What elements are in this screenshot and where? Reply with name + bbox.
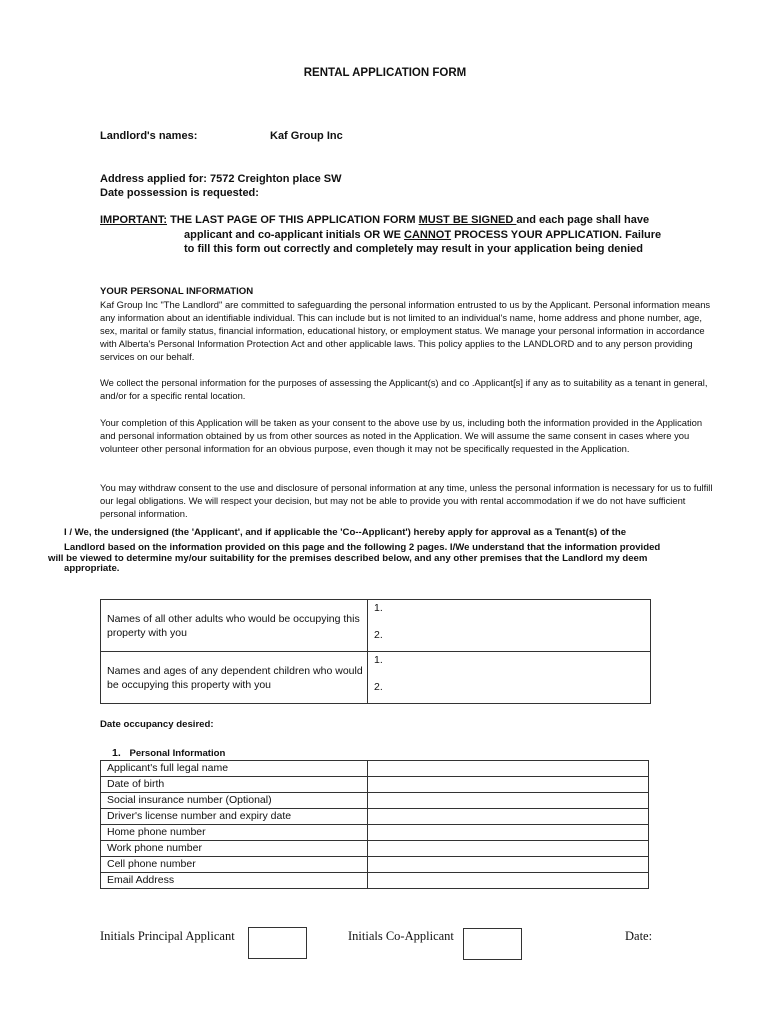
important-line-1: [100, 214, 649, 226]
cannot-text: CANNOT: [404, 229, 452, 241]
personal-field-value[interactable]: [368, 761, 649, 777]
form-title: RENTAL APPLICATION FORM: [303, 67, 467, 79]
table-row: [101, 809, 649, 825]
initials-co-box[interactable]: [463, 928, 522, 960]
important-line-2: [184, 229, 661, 241]
table-row: [101, 652, 651, 704]
personal-info-table: [100, 760, 649, 889]
section-1-number: 1.: [112, 747, 121, 759]
important-text-e: PROCESS YOUR APPLICATION. Failure: [451, 229, 662, 241]
privacy-paragraph-1: Kaf Group Inc "The Landlord" are committed to safeguarding the personal information entrusted to us by the Applicant. Personal information means any information about an identifiable individual. This can include but is not limited to an individual's name, home address and phone number, age, sex, marital or family status, financial information, educational history, or employment status. We manage your personal information in accordance with Alberta's Personal Information Protection Act and other applicable laws. This policy applies to the LANDLORD and to any person providing services on our behalf.: [100, 299, 711, 362]
address-value: 7572 Creighton place SW: [210, 173, 342, 185]
personal-field-label: Email Address: [101, 873, 368, 889]
personal-field-value[interactable]: [368, 777, 649, 793]
personal-field-value[interactable]: [368, 825, 649, 841]
address-line: [100, 173, 341, 185]
occupants-table: [100, 599, 651, 704]
table-row: [101, 761, 649, 777]
important-line-3: to fill this form out correctly and completely may result in your application being denied: [184, 243, 644, 255]
important-text-c: and each page shall have: [516, 214, 650, 226]
table-row: [101, 857, 649, 873]
declaration-line-4: appropriate.: [64, 563, 120, 574]
personal-field-value[interactable]: [368, 841, 649, 857]
initials-principal-box[interactable]: [248, 927, 307, 959]
children-entry-cell[interactable]: [368, 652, 651, 704]
table-row: [101, 777, 649, 793]
personal-field-value[interactable]: [368, 873, 649, 889]
adults-label-cell: [101, 600, 368, 652]
important-text-a: THE LAST PAGE OF THIS APPLICATION FORM: [167, 214, 419, 226]
adult-entry-2: 2.: [374, 629, 383, 641]
personal-info-heading: YOUR PERSONAL INFORMATION: [100, 286, 254, 297]
privacy-paragraph-3: Your completion of this Application will be taken as your consent to the above use by us, including both the information provided in the Application and personal information obtained by us from other sources as noted in the Application. We will assume the same consent in cases where you volunteer other personal information for an obvious purpose, even though it may not be specifically requested in the Application.: [100, 417, 703, 454]
personal-field-value[interactable]: [368, 857, 649, 873]
must-be-signed: MUST BE SIGNED: [418, 214, 517, 226]
table-row: [101, 825, 649, 841]
personal-field-label: Applicant's full legal name: [101, 761, 368, 777]
date-occupancy-label: Date occupancy desired:: [100, 719, 214, 730]
child-entry-1: 1.: [374, 654, 383, 666]
possession-label: Date possession is requested:: [100, 187, 259, 199]
personal-field-label: Date of birth: [101, 777, 368, 793]
declaration-line-3: will be viewed to determine my/our suitability for the premises described below, and any other premises that the Landlord my deem: [48, 553, 648, 564]
date-label: Date:: [625, 929, 653, 943]
table-row: [101, 600, 651, 652]
section-1-heading: [112, 747, 225, 759]
personal-field-value[interactable]: [368, 793, 649, 809]
children-label-cell: [101, 652, 368, 704]
landlord-label: Landlord's names:: [100, 130, 198, 142]
declaration-line-2: Landlord based on the information provided on this page and the following 2 pages. I/We understand that the information provided: [64, 542, 661, 553]
important-text-d: applicant and co-applicant initials OR WE: [184, 229, 405, 241]
landlord-value: Kaf Group Inc: [270, 130, 343, 142]
privacy-paragraph-2: We collect the personal information for the purposes of assessing the Applicant(s) and co .Applicant[s] if any as to suitability as a tenant in general, and/or for a specific rental location.: [100, 377, 708, 401]
table-row: [101, 793, 649, 809]
child-entry-2: 2.: [374, 681, 383, 693]
initials-co-label: Initials Co-Applicant: [348, 929, 454, 943]
personal-field-label: Home phone number: [101, 825, 368, 841]
table-row: [101, 873, 649, 889]
important-label: IMPORTANT:: [100, 214, 168, 226]
personal-field-value[interactable]: [368, 809, 649, 825]
adults-label: Names of all other adults who would be occupying this property with you: [107, 613, 360, 639]
section-1-title: Personal Information: [129, 748, 226, 759]
personal-field-label: Work phone number: [101, 841, 368, 857]
personal-field-label: Cell phone number: [101, 857, 368, 873]
adult-entry-1: 1.: [374, 602, 383, 614]
adults-entry-cell[interactable]: [368, 600, 651, 652]
initials-principal-label: Initials Principal Applicant: [100, 929, 235, 943]
table-row: [101, 841, 649, 857]
personal-field-label: Social insurance number (Optional): [101, 793, 368, 809]
personal-field-label: Driver's license number and expiry date: [101, 809, 368, 825]
children-label: Names and ages of any dependent children who would be occupying this property with you: [107, 665, 363, 691]
declaration-line-1: I / We, the undersigned (the 'Applicant', and if applicable the 'Co--Applicant') hereby apply for approval as a Tenant(s) of the: [64, 527, 627, 538]
address-label: Address applied for:: [100, 173, 207, 185]
privacy-paragraph-4: You may withdraw consent to the use and disclosure of personal information at any time, unless the personal information is necessary for us to fulfill our legal obligations. We will respect your decision, but may not be able to provide you with rental accommodation if we do not have sufficient personal information.: [100, 482, 713, 519]
